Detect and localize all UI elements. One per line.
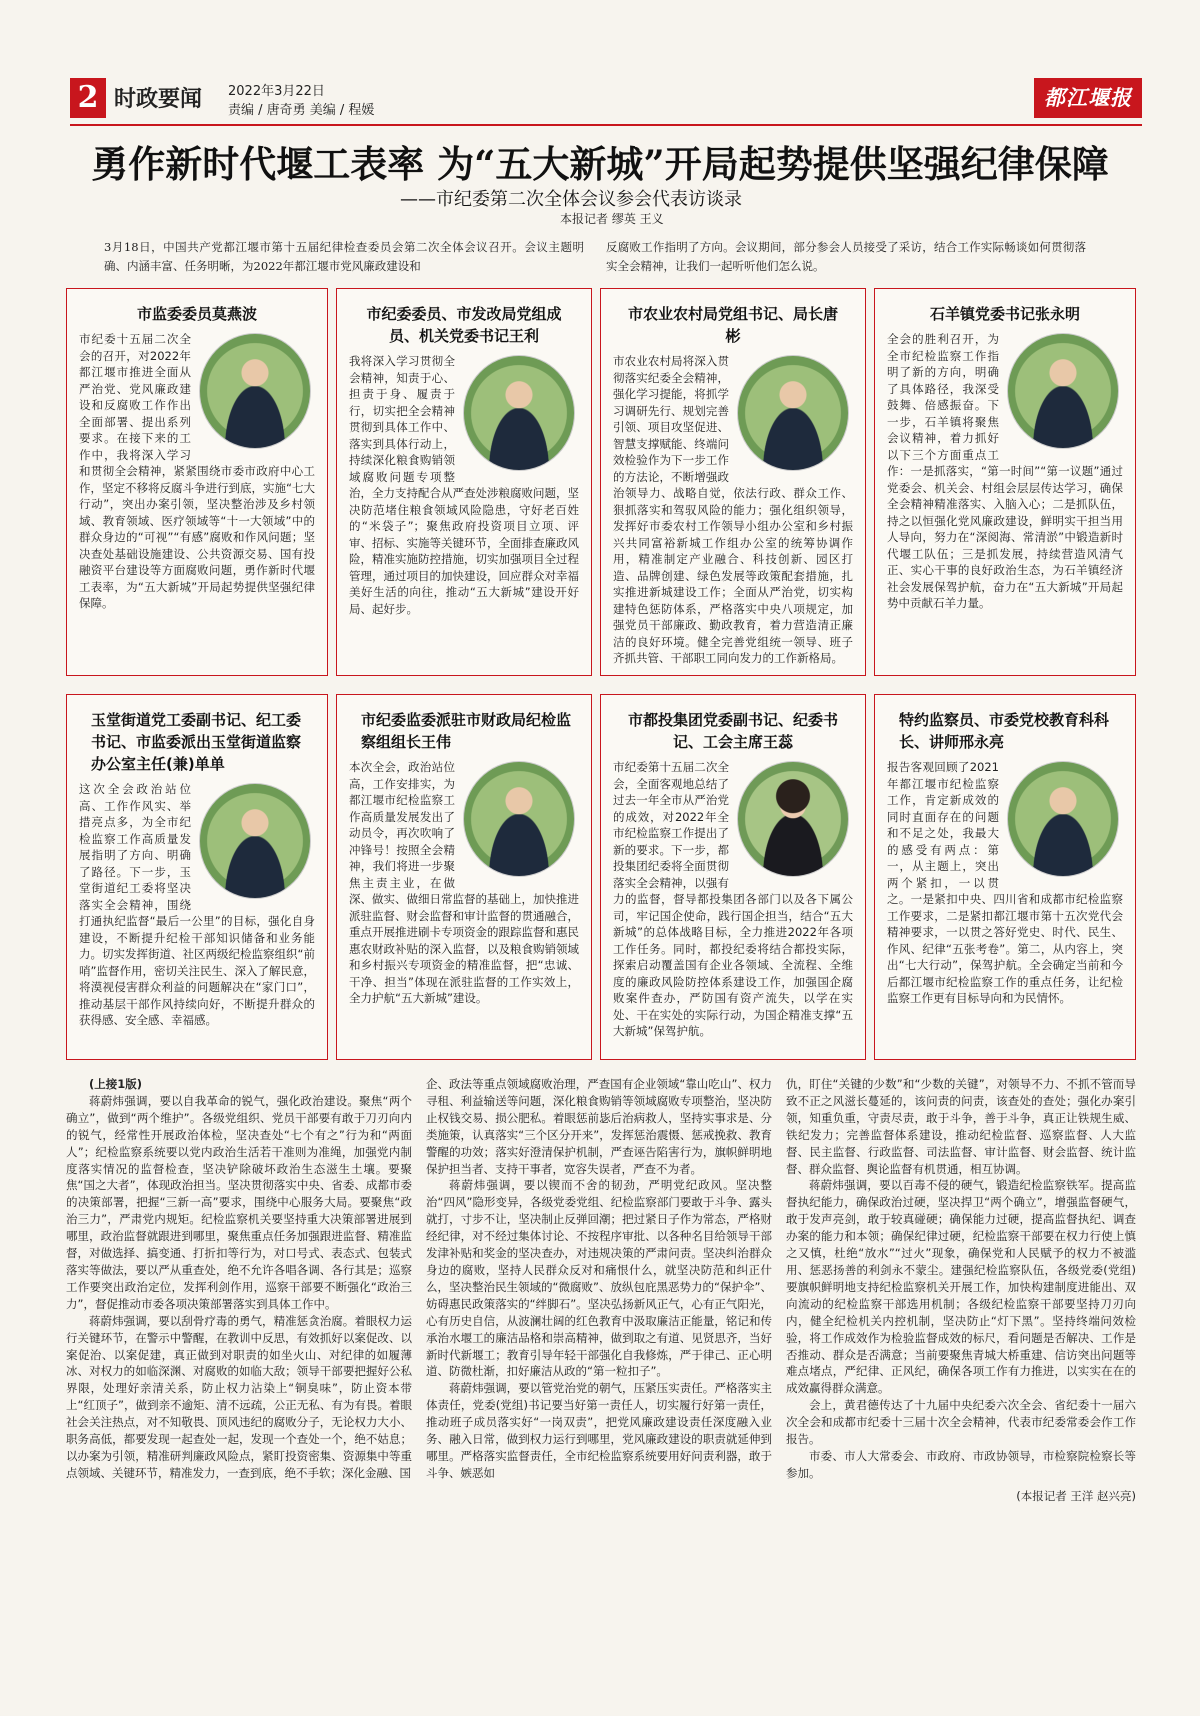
interview-text: 市纪委第十五届二次全会，全面客观地总结了过去一年全市从严治党的成效，对2022年全市纪检监察工作提出了新的要求。下一步，都投集团纪委将全面贯彻落实全会精神，以强有力的监督，督导都投集团各部门以及各下属公司，牢记国企使命，践行国企担当，结合“五大新城”的总体战略目标，全力推进2022年各项工作任务。同时，都投纪委将结合都投实际，探索启动覆盖国有企业各领域、全流程、全维度的廉政风险防控体系建设工作，加强国企腐败案件查办，严防国有资产流失，以学在实处、干在实处的实际行动，为国企精准支撑“五大新城”保驾护航。 xyxy=(613,760,853,1038)
interviewee-photo xyxy=(463,761,575,877)
paragraph: 蒋蔚炜强调，要以百毒不侵的硬气，锻造纪检监察铁军。提高监督执纪能力，确保政治过硬，坚决捍卫“两个确立”，增强监督硬气，敢于发声亮剑，敢于较真碰硬；确保能力过硬，提高监督执纪、调查办案的能力和本领；确保纪律过硬，纪检监察干部要在权力行使上慎之又慎，杜绝“放水”“过火”现象，确保党和人民赋予的权力不被滥用、惩恶扬善的利剑永不蒙尘。建强纪检监察队伍，各级党委(党组)要旗帜鲜明地支持纪检监察机关开展工作，加快构建制度进能出、双向流动的纪检监察干部选用机制；各级纪检监察干部要坚持刀刃向内，健全纪检机关内控机制，坚决防止“灯下黑”。坚持终端问效检验，将工作成效作为检验监督成效的标尺，看问题是否解决、工作是否推动、群众是否满意；当前要聚焦青城大桥重建、信访突出问题等难点堵点，严纪律、正风纪，确保各项工作有力推进，以实实在在的成效赢得群众满意。 xyxy=(786,1178,1136,1396)
interview-text: 市纪委十五届二次全会的召开，对2022年都江堰市推进全面从严治党、党风廉政建设和反腐败工作作出全面部署、提出系列要求。在接下来的工作中，我将深入学习和贯彻全会精神，紧紧围绕市委市政府中心工作，坚定不移将反腐斗争进行到底，实施“七大行动”，突出办案引领，坚决整治涉及乡村领域、教育领域、医疗领域等“十一大领域”中的群众身边的“可视”“有感”腐败和作风问题；坚决查处基础设施建设、公共资源交易、国有投融资平台建设等方面腐败问题，勇作新时代堰工表率，为“五大新城”开局起势提供坚强纪律保障。 xyxy=(79,332,315,610)
interview-box-3 xyxy=(600,288,866,676)
interview-box-6 xyxy=(336,694,592,1060)
interviewee-photo xyxy=(199,783,311,899)
interviewee-photo xyxy=(463,355,575,471)
interviewee-photo xyxy=(737,761,849,877)
paragraph: 市委、市人大常委会、市政府、市政协领导，市检察院检察长等参加。 xyxy=(786,1448,1136,1480)
lead-paragraph-right xyxy=(606,238,1086,276)
interview-box-1 xyxy=(66,288,328,676)
interview-body xyxy=(337,353,591,617)
paragraph: 蒋蔚炜强调，要以刮骨疗毒的勇气，精准惩贪治腐。着眼权力运行关键环节，在警示中警醒，在教训中反思，有效抓好以案促改、以案促治、以案促建，真正做到对职责的如坐火山、对纪律的如履薄冰、对权力的如临深渊、对腐败的如临大敌；领导干部要把握好公私界限，处理好亲清关系，防止权力沾染上“铜臭味”，防止资本带上“红顶子”，做到亲不逾矩、清不远疏，公正无私、有为有畏。着眼社会关注热点，对不知敬畏、顶风违纪的腐败分子，无论权力大小、职务高低，都要发现一起查处一起，发现一个查处一个，绝不姑息；以办案为引领，精准研判廉政风险点，紧盯投资密集、资源集中等重点领域、关键环节，精准发力，一查到底，绝不手软；深化金融、国 xyxy=(66,1313,412,1480)
interview-body xyxy=(67,331,327,612)
paragraph: 仇，盯住“关键的少数”和“少数的关键”，对领导不力、不抓不管而导致不正之风滋长蔓延的，该问责的问责，该查处的查处；强化办案引领，知重负重，守责尽责，敢于斗争，善于斗争，真正让铁规生威、铁纪发力；完善监督体系建设，推动纪检监督、巡察监督、人大监督、民主监督、行政监督、司法监督、审计监督、财会监督、统计监督、群众监督、舆论监督有机贯通，相互协调。 xyxy=(786,1077,1136,1176)
interviewee-photo xyxy=(199,333,311,449)
page-header xyxy=(70,78,1142,118)
interview-body xyxy=(875,759,1135,1007)
masthead-logo: 都江堰报 xyxy=(1034,78,1142,118)
continuation-column-3 xyxy=(786,1076,1136,1505)
interview-box-8 xyxy=(874,694,1136,1060)
interview-text: 这次全会政治站位高、工作作风实、举措亮点多，为全市纪检监察工作高质量发展指明了方向、明确了路径。下一步，玉堂街道纪工委将坚决落实全会精神，围绕打通执纪监督“最后一公里”的目标，强化自身建设，不断提升纪检干部知识储备和业务能力。切实发挥街道、社区两级纪检监察组织“前哨”监督作用，密切关注民生、深入了解民意，将漠视侵害群众利益的问题解决在“家门口”，推动基层干部作风持续向好，不断提升群众的获得感、安全感、幸福感。 xyxy=(79,782,315,1027)
lead-text-right: 反腐败工作指明了方向。会议期间，部分参会人员接受了采访，结合工作实际畅谈如何贯彻落实全会精神，让我们一起听听他们怎么说。 xyxy=(606,240,1086,273)
paragraph: 蒋蔚炜强调，要以锲而不舍的韧劲，严明党纪政风。坚决整治“四风”隐形变异，各级党委党组、纪检监察部门要敢于斗争、露头就打，寸步不让，坚决制止反弹回潮；把过紧日子作为常态，严格财经纪律，对不经过集体讨论、不按程序审批、以各种名目给领导干部发津补贴和奖金的坚决查办，对违规决策的严肃问责。坚决纠治群众身边的腐败，坚持人民群众反对和痛恨什么，就坚决防范和纠正什么，坚决整治民生领域的“微腐败”、放纵包庇黑恶势力的“保护伞”、妨碍惠民政策落实的“绊脚石”。坚决弘扬新风正气，心有正气阳光，心有历史自信，从波澜壮阔的红色教育中汲取廉洁正能量，铭记和传承治水堰工的廉洁品格和崇高精神，做到取之有道、见贤思齐，当好新时代新堰工；教育引导年轻干部强化自我修炼，严于律己、正心明道、防微杜渐，扣好廉洁从政的“第一粒扣子”。 xyxy=(426,1178,772,1379)
interview-text: 本次全会，政治站位高，工作安排实，为都江堰市纪检监察工作高质量发展发出了动员令，再次吹响了冲锋号！按照全会精神，我们将进一步聚焦主责主业，在做深、做实、做细日常监督的基础上，加快推进派驻监督、财会监督和审计监督的贯通融合，重点开展推进刷卡专项资金的跟踪监督和惠民惠农财政补贴的深入监督，以及粮食购销领域和乡村振兴专项资金的精准监督，把“忠诚、干净、担当”体现在派驻监督的工作实效上，全力护航“五大新城”建设。 xyxy=(349,760,579,1005)
interview-body xyxy=(67,781,327,1029)
interview-text: 全会的胜利召开，为全市纪检监察工作指明了新的方向，明确了具体路径，我深受鼓舞、倍感振奋。下一步，石羊镇将聚焦会议精神，着力抓好以下三个方面重点工作：一是抓落实，“第一时间”“第一议题”通过党委会、机关会、村组会层层传达学习，确保全会精神精准落实、入脑入心；二是抓队伍，持之以恒强化党风廉政建设，鲜明实干担当用人导向，努力在“深阅海、常清淤”中锻造新时代堰工队伍；三是抓发展，持续营造风清气正、实心干事的良好政治生态，为石羊镇经济社会发展保驾护航，奋力在“五大新城”开局起势中贡献石羊力量。 xyxy=(887,332,1123,610)
paragraph: 会上，黄君德传达了十九届中央纪委六次全会、省纪委十一届六次全会和成都市纪委十三届十次全会精神，代表市纪委常委会作工作报告。 xyxy=(786,1398,1136,1447)
section-title: 时政要闻 xyxy=(114,87,203,112)
interview-box-2 xyxy=(336,288,592,676)
interview-title: 玉堂街道党工委副书记、纪工委书记、市监委派出玉堂街道监察办公室主任(兼)单单 xyxy=(91,711,302,773)
interview-body xyxy=(601,353,865,667)
interview-title: 市纪委监委派驻市财政局纪检监察组组长王伟 xyxy=(361,711,572,751)
interview-box-7 xyxy=(600,694,866,1060)
interview-title: 特约监察员、市委党校教育科科长、讲师邢永亮 xyxy=(899,711,1110,751)
interview-body xyxy=(875,331,1135,612)
interview-title: 市监委委员莫燕波 xyxy=(136,305,257,323)
paragraph: 企、政法等重点领域腐败治理，严查国有企业领域“靠山吃山”、权力寻租、利益输送等问题，深化粮食购销等领域腐败专项整治，坚决防止权钱交易、损公肥私。着眼惩前毖后治病救人，坚持实事求是、分类施策，认真落实“三个区分开来”，发挥惩治震慑、惩戒挽救、教育警醒的功效；落实好澄清保护机制，严查诬告陷害行为，旗帜鲜明地保护担当者、支持干事者，宽容失误者，严查不为者。 xyxy=(426,1077,772,1176)
interview-title: 市农业农村局党组书记、局长唐彬 xyxy=(627,305,838,345)
interview-text: 市农业农村局将深入贯彻落实纪委全会精神，强化学习提能，将抓学习调研先行、规划完善引领、项目攻坚促进、智慧支撑赋能、终端问效检验作为下一步工作的方法论，不断增强政治领导力、战略自觉，依法行政、群众工作、狠抓落实和驾驭风险的能力；强化组织领导，发挥好市委农村工作领导小组办公室和乡村振兴共同富裕新城工作组办公室的统筹协调作用，精准制定产业融合、科技创新、园区打造、品牌创建、绿色发展等政策配套措施，扎实推进新城建设工作；全面从严治党，切实构建特色惩防体系，严格落实中央八项规定，加强党员干部廉政、勤政教育，着力营造清正廉洁的良好环境。健全完善党组统一领导、班子齐抓共管、干部职工同向发力的工作新格局。 xyxy=(613,354,853,665)
subheadline: ——市纪委第二次全体会议参会代表访谈录 xyxy=(400,189,742,210)
interviewee-photo xyxy=(1007,761,1119,877)
interview-title: 石羊镇党委书记张永明 xyxy=(929,305,1080,323)
interviewee-photo xyxy=(1007,333,1119,449)
interview-box-5 xyxy=(66,694,328,1060)
interviewee-photo xyxy=(737,355,849,471)
interview-title: 市都投集团党委副书记、纪委书记、工会主席王蕊 xyxy=(627,711,838,751)
byline: 本报记者 缪英 王义 xyxy=(560,212,664,226)
interview-text: 报告客观回顾了2021年都江堰市纪检监察工作，肯定新成效的同时直面存在的问题和不足之处，我最大的感受有两点：第一，从主题上，突出两个紧扣，一以贯之。一是紧扣中央、四川省和成都市纪检监察工作要求，二是紧扣都江堰市第十五次党代会精神要求，一以贯之答好党史、时代、民生、作风、纪律“五张考卷”。第二，从内容上，突出“七大行动”，保驾护航。全会确定当前和今后都江堰市纪检监察工作的重点任务，让纪检监察工作更有目标导向和为民情怀。 xyxy=(887,760,1123,1005)
reporter-signature: (本报记者 王洋 赵兴亮) xyxy=(1016,1488,1136,1503)
interview-box-4 xyxy=(874,288,1136,676)
interview-body xyxy=(601,759,865,1040)
interview-body xyxy=(337,759,591,1007)
continuation-column-2 xyxy=(426,1076,772,1482)
paragraph: 蒋蔚炜强调，要以自我革命的锐气，强化政治建设。聚焦“两个确立”，做到“两个维护”。各级党组织、党员干部要有敢于刀刃向内的锐气，经常性开展政治体检，坚决查处“七个有之”行为和“两面人”；纪检监察系统要以党内政治生活若干准则为准绳，加强党内制度落实情况的监督检查，坚决铲除破坏政治生态滋生土壤。要聚焦“国之大者”，体现政治担当。坚决贯彻落实中央、省委、成都市委的决策部署，把握“三新一高”要求，围绕中心服务大局。要聚焦“政治三力”，严肃党内规矩。纪检监察机关要坚持重大决策部署进展到哪里，政治监督就跟进到哪里，聚焦重点任务加强跟进监督、精准监督，对做选择、搞变通、打折扣等行为，对口号式、表态式、包装式落实等做法，要以严从重查处，绝不允许各唱各调、各行其是；巡察工作要突出政治定位，发挥利剑作用，巡察干部要不断强化“政治三力”，督促推动市委各项决策部署落实到具体工作中。 xyxy=(66,1093,412,1311)
lead-paragraph-left xyxy=(104,238,584,276)
page-number: 2 xyxy=(70,78,106,118)
lead-text-left: 3月18日，中国共产党都江堰市第十五届纪律检查委员会第二次全体会议召开。会议主题明确、内涵丰富、任务明晰，为2022年都江堰市党风廉政建设和 xyxy=(104,240,584,273)
continuation-column-1 xyxy=(66,1076,412,1482)
header-divider xyxy=(70,124,1142,126)
interview-text: 我将深入学习贯彻全会精神，知责于心、担责于身、履责于行，切实把全会精神贯彻到具体工作中、落实到具体行动上，持续深化粮食购销领域腐败问题专项整治，全力支持配合从严查处涉粮腐败问题，坚决防范堵住粮食领域风险隐患，守好老百姓的“米袋子”；聚焦政府投资项目立项、评审、招标、实施等关键环节，全面排查廉政风险，精准实施防控措施，切实加强项目全过程管理，通过项目的加快建设，回应群众对幸福美好生活的向往，推动“五大新城”建设开好局、起好步。 xyxy=(349,354,579,616)
editors-credit: 责编 / 唐奇勇 美编 / 程媛 xyxy=(228,103,375,118)
headline: 勇作新时代堰工表率 为“五大新城”开局起势提供坚强纪律保障 xyxy=(91,142,1109,186)
continuation-label: (上接1版) xyxy=(89,1077,143,1091)
issue-date: 2022年3月22日 xyxy=(228,84,325,99)
interview-title: 市纪委委员、市发改局党组成员、机关党委书记王利 xyxy=(366,305,562,345)
paragraph: 蒋蔚炜强调，要以管党治党的朝气，压紧压实责任。严格落实主体责任，党委(党组)书记要当好第一责任人，切实履行好第一责任，推动班子成员落实好“一岗双责”，把党风廉政建设责任深度融入业务、融入日常，做到权力运行到哪里，党风廉政建设的职责就延伸到哪里。严格落实监督责任，全市纪检监察系统要用好问责利器，敢于斗争、嫉恶如 xyxy=(426,1381,772,1480)
